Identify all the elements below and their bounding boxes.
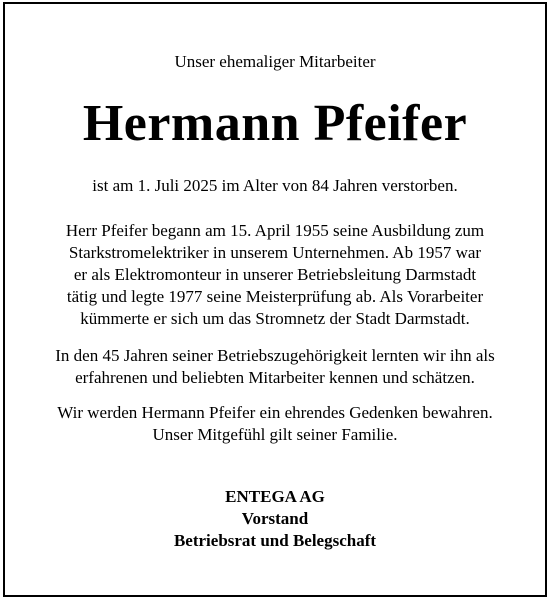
paragraph-line: Unser Mitgefühl gilt seiner Familie.	[152, 425, 398, 444]
signature-company: ENTEGA AG	[225, 487, 325, 506]
paragraph-line: Starkstromelektriker in unserem Unternehmen. Ab 1957 war	[68, 243, 482, 262]
signature-board: Vorstand	[241, 509, 309, 528]
obituary-notice	[3, 2, 547, 597]
paragraph-line: Herr Pfeifer begann am 15. April 1955 seine Ausbildung zum	[65, 221, 485, 240]
career-paragraph	[23, 220, 527, 330]
paragraph-line: Wir werden Hermann Pfeifer ein ehrendes Gedenken bewahren.	[57, 403, 493, 422]
signature-block	[5, 486, 545, 552]
paragraph-line: erfahrenen und beliebten Mitarbeiter kennen und schätzen.	[75, 368, 475, 387]
deceased-name: Hermann Pfeifer	[82, 95, 468, 152]
paragraph-line: tätig und legte 1977 seine Meisterprüfung ab. Als Vorarbeiter	[66, 287, 484, 306]
tenure-paragraph	[23, 345, 527, 389]
death-announcement: ist am 1. Juli 2025 im Alter von 84 Jahren verstorben.	[92, 176, 458, 195]
signature-staff: Betriebsrat und Belegschaft	[173, 531, 377, 550]
remembrance-paragraph	[23, 402, 527, 446]
intro-line: Unser ehemaliger Mitarbeiter	[174, 52, 376, 71]
paragraph-line: er als Elektromonteur in unserer Betriebsleitung Darmstadt	[73, 265, 477, 284]
paragraph-line: In den 45 Jahren seiner Betriebszugehörigkeit lernten wir ihn als	[55, 346, 495, 365]
paragraph-line: kümmerte er sich um das Stromnetz der Stadt Darmstadt.	[80, 309, 470, 328]
